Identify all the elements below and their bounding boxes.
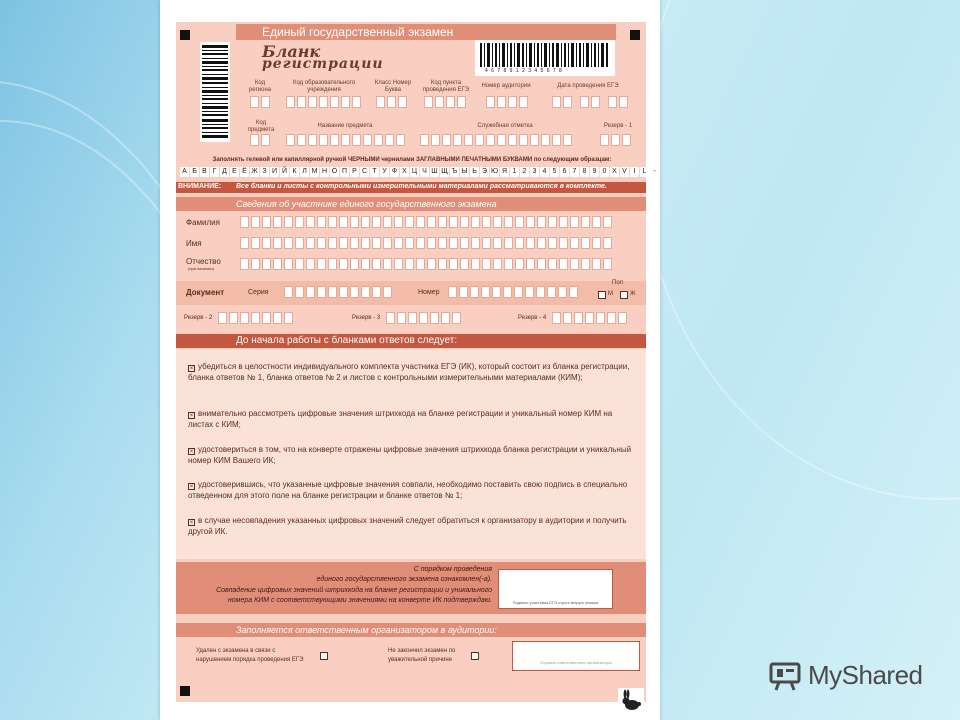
notfinished-line-2: уважительной причине: [388, 657, 453, 663]
input-cell[interactable]: [438, 258, 447, 270]
field-label-school: Код образовательного учреждения: [292, 80, 356, 93]
input-cell[interactable]: [240, 258, 249, 270]
bullet-checkbox-icon: ×: [189, 413, 194, 419]
input-cell[interactable]: [526, 216, 535, 228]
participant-header: [176, 197, 646, 211]
input-cell[interactable]: [569, 286, 578, 298]
input-cell[interactable]: [284, 216, 293, 228]
sample-char: И: [271, 168, 278, 175]
bullet-text: внимательно рассмотреть цифровые значения штрихкода на бланке регистрации и уникальный номер КИМ на листах с КИМ;: [188, 409, 613, 429]
sample-char: П: [341, 168, 348, 175]
input-cell[interactable]: [328, 258, 337, 270]
input-cell[interactable]: [471, 258, 480, 270]
sample-char: 5: [550, 167, 559, 177]
input-cell[interactable]: [438, 216, 447, 228]
field-label-subject-name: Название предмета: [317, 123, 373, 129]
cells-surname[interactable]: [240, 216, 612, 228]
field-label-region: Код региона: [248, 80, 272, 93]
cells-subject-code[interactable]: [250, 134, 270, 146]
input-cell[interactable]: [306, 286, 315, 298]
sample-char: -: [650, 167, 659, 177]
field-label-subject-code: Код предмета: [247, 120, 275, 133]
removed-line-2: нарушением порядка проведения ЕГЭ: [196, 657, 304, 663]
patronymic-label: Отчество: [186, 257, 221, 266]
field-label-class: Класс Номер Буква: [374, 80, 412, 93]
cells-service-mark[interactable]: [420, 134, 572, 146]
participant-header-text: Сведения об участнике единого государственного экзамена: [236, 199, 497, 209]
input-cell[interactable]: [339, 216, 348, 228]
sample-characters: [180, 167, 659, 177]
input-cell[interactable]: [592, 216, 601, 228]
input-cell[interactable]: [339, 237, 348, 249]
organizer-header-text: Заполняется ответственным организатором в аудитории:: [236, 625, 497, 635]
input-cell[interactable]: [350, 237, 359, 249]
projector-icon: [768, 658, 802, 692]
organizer-header: [176, 623, 646, 637]
bullet-5: [188, 515, 636, 537]
attention-label: ВНИМАНИЕ:: [178, 183, 222, 190]
input-cell[interactable]: [449, 216, 458, 228]
input-cell[interactable]: [581, 216, 590, 228]
input-cell[interactable]: [493, 237, 502, 249]
input-cell[interactable]: [526, 258, 535, 270]
input-cell[interactable]: [394, 237, 403, 249]
sample-char: L: [640, 167, 649, 177]
surname-label: Фамилия: [186, 218, 220, 227]
input-cell[interactable]: [284, 286, 293, 298]
input-cell[interactable]: [372, 237, 381, 249]
series-label: Серия: [248, 289, 269, 296]
input-cell[interactable]: [482, 237, 491, 249]
input-cell[interactable]: [460, 258, 469, 270]
sample-char: М: [311, 168, 318, 175]
field-label-service-mark: Служебная отметка: [477, 123, 533, 129]
form-header-title: Единый государственный экзамен: [262, 25, 454, 39]
sample-char: К: [290, 167, 299, 177]
input-cell[interactable]: [570, 216, 579, 228]
sample-char: Ф: [391, 168, 398, 175]
field-label-point: Код пункта проведения ЕГЭ: [422, 80, 470, 93]
corner-marker: [180, 686, 190, 696]
input-cell[interactable]: [262, 237, 271, 249]
input-cell[interactable]: [427, 237, 436, 249]
input-cell[interactable]: [416, 237, 425, 249]
input-cell[interactable]: [295, 216, 304, 228]
cells-reserve2[interactable]: [218, 312, 293, 324]
reserve2-label: Резерв - 2: [184, 315, 213, 321]
sample-char: 3: [530, 167, 539, 177]
input-cell[interactable]: [350, 216, 359, 228]
bullet-2: [188, 408, 636, 430]
input-cell[interactable]: [251, 237, 260, 249]
input-cell[interactable]: [372, 286, 381, 298]
sample-char: В: [200, 167, 209, 177]
removed-line-1: Удален с экзамена в связи с: [196, 648, 276, 654]
bullet-1: [188, 361, 636, 383]
sex-label-m: М: [608, 291, 613, 297]
input-cell[interactable]: [361, 286, 370, 298]
cells-region[interactable]: [250, 96, 270, 108]
input-cell[interactable]: [339, 258, 348, 270]
cells-class[interactable]: [376, 96, 407, 108]
input-cell[interactable]: [317, 237, 326, 249]
input-cell[interactable]: [372, 258, 381, 270]
notfinished-line-1: Не закончил экзамен по: [388, 648, 456, 654]
input-cell[interactable]: [350, 258, 359, 270]
input-cell[interactable]: [460, 216, 469, 228]
organizer-signature-box[interactable]: [512, 641, 640, 671]
input-cell[interactable]: [471, 237, 480, 249]
input-cell[interactable]: [592, 258, 601, 270]
notfinished-checkbox[interactable]: [471, 652, 479, 660]
input-cell[interactable]: [427, 258, 436, 270]
sample-char: I: [630, 167, 639, 177]
input-cell[interactable]: [273, 258, 282, 270]
input-cell[interactable]: [405, 237, 414, 249]
input-cell[interactable]: [240, 237, 249, 249]
sex-label: Пол: [612, 280, 624, 286]
input-cell[interactable]: [273, 216, 282, 228]
input-cell[interactable]: [317, 286, 326, 298]
sample-char: Ъ: [451, 168, 458, 175]
sample-char: 6: [560, 167, 569, 177]
input-cell[interactable]: [493, 258, 502, 270]
signature-note: Подпись участника ЕГЭ строго внутри окошка: [512, 600, 599, 605]
sample-char: Ц: [411, 168, 418, 175]
input-cell[interactable]: [515, 216, 524, 228]
input-cell[interactable]: [570, 258, 579, 270]
attention-text: Все бланки и листы с контрольными измерительными материалами рассматриваются в комплекте.: [236, 183, 607, 190]
sample-char: 9: [590, 167, 599, 177]
input-cell[interactable]: [284, 237, 293, 249]
sex-checkbox-f[interactable]: [620, 291, 628, 299]
input-cell[interactable]: [603, 216, 612, 228]
cells-number[interactable]: [448, 286, 578, 298]
sample-char: V: [620, 167, 629, 177]
input-cell[interactable]: [548, 216, 557, 228]
sample-char: Г: [210, 167, 219, 177]
bullet-text: удостоверившись, что указанные цифровые значения совпали, необходимо поставить свою подпись в специально отведенном для этого поле на бланке регистрации и бланке ответов № 1;: [188, 480, 628, 500]
input-cell[interactable]: [240, 216, 249, 228]
sample-char: Р: [350, 167, 359, 177]
input-cell[interactable]: [328, 216, 337, 228]
sample-char: Ы: [461, 168, 468, 175]
field-label-reserve1: Резерв - 1: [603, 123, 633, 129]
cells-reserve4[interactable]: [552, 312, 627, 324]
input-cell[interactable]: [559, 258, 568, 270]
input-cell[interactable]: [416, 258, 425, 270]
input-cell[interactable]: [525, 286, 534, 298]
sample-char: Ь: [470, 167, 479, 177]
sample-char: Ж: [251, 168, 258, 175]
sample-char: Е: [230, 167, 239, 177]
cells-name[interactable]: [240, 237, 612, 249]
input-cell[interactable]: [603, 237, 612, 249]
input-cell[interactable]: [306, 216, 315, 228]
input-cell[interactable]: [504, 216, 513, 228]
sample-char: 1: [510, 167, 519, 177]
input-cell[interactable]: [317, 216, 326, 228]
input-cell[interactable]: [581, 237, 590, 249]
input-cell[interactable]: [251, 216, 260, 228]
input-cell[interactable]: [438, 237, 447, 249]
input-cell[interactable]: [548, 237, 557, 249]
bullet-checkbox-icon: ×: [189, 484, 194, 490]
bullet-checkbox-icon: ×: [189, 449, 194, 455]
input-cell[interactable]: [427, 216, 436, 228]
field-label-date: Дата проведения ЕГЭ: [557, 83, 619, 89]
agreement-line-2: единого государственного экзамена ознакомлен(-а).: [316, 576, 492, 583]
sample-char: З: [260, 167, 269, 177]
input-cell[interactable]: [306, 237, 315, 249]
input-cell[interactable]: [328, 286, 337, 298]
input-cell[interactable]: [481, 286, 490, 298]
sample-char: Б: [190, 167, 199, 177]
input-cell[interactable]: [537, 258, 546, 270]
cells-date[interactable]: [552, 96, 628, 108]
input-cell[interactable]: [339, 286, 348, 298]
cells-point[interactable]: [424, 96, 466, 108]
sample-char: С: [361, 168, 368, 175]
sample-char: У: [380, 167, 389, 177]
input-cell[interactable]: [459, 286, 468, 298]
sample-char: Щ: [441, 168, 448, 175]
cells-school[interactable]: [286, 96, 361, 108]
input-cell[interactable]: [361, 216, 370, 228]
input-cell[interactable]: [471, 216, 480, 228]
input-cell[interactable]: [514, 286, 523, 298]
input-cell[interactable]: [317, 258, 326, 270]
input-cell[interactable]: [295, 258, 304, 270]
input-cell[interactable]: [372, 216, 381, 228]
input-cell[interactable]: [504, 237, 513, 249]
input-cell[interactable]: [273, 237, 282, 249]
input-cell[interactable]: [262, 216, 271, 228]
input-cell[interactable]: [449, 258, 458, 270]
input-cell[interactable]: [558, 286, 567, 298]
sample-char: Л: [300, 167, 309, 177]
removed-checkbox[interactable]: [320, 652, 328, 660]
sample-char: 8: [580, 167, 589, 177]
input-cell[interactable]: [416, 216, 425, 228]
patronymic-note: (при наличии): [188, 266, 214, 271]
input-cell[interactable]: [482, 216, 491, 228]
input-cell[interactable]: [515, 258, 524, 270]
before-header-text: До начала работы с бланками ответов следует:: [236, 335, 458, 346]
sample-char: Т: [370, 167, 379, 177]
sample-char: Ё: [240, 167, 249, 177]
blank-title-1: Бланк: [262, 42, 321, 61]
instruction-text: Заполнять гелевой или капиллярной ручкой ЧЕРНЫМИ чернилами ЗАГЛАВНЫМИ ПЕЧАТНЫМИ БУКВАМИ по следующим образцам:: [212, 157, 612, 163]
input-cell[interactable]: [295, 286, 304, 298]
bullet-checkbox-icon: ×: [189, 520, 194, 526]
input-cell[interactable]: [537, 216, 546, 228]
reserve4-label: Резерв - 4: [518, 315, 547, 321]
before-header: [176, 334, 646, 348]
input-cell[interactable]: [503, 286, 512, 298]
cells-subject-name[interactable]: [286, 134, 405, 146]
input-cell[interactable]: [284, 258, 293, 270]
agreement-line-1: С порядком проведения: [413, 566, 492, 573]
input-cell[interactable]: [361, 237, 370, 249]
input-cell[interactable]: [383, 237, 392, 249]
input-cell[interactable]: [394, 216, 403, 228]
sex-label-f: Ж: [630, 291, 636, 297]
blank-title-2: регистрации: [262, 56, 384, 72]
cells-series[interactable]: [284, 286, 392, 298]
document-label: Документ: [186, 288, 225, 297]
input-cell[interactable]: [547, 286, 556, 298]
input-cell[interactable]: [262, 258, 271, 270]
corner-marker: [180, 30, 190, 40]
input-cell[interactable]: [306, 258, 315, 270]
input-cell[interactable]: [559, 216, 568, 228]
myshared-logo-text: MyShared: [808, 659, 923, 690]
input-cell[interactable]: [559, 237, 568, 249]
input-cell[interactable]: [361, 258, 370, 270]
input-cell[interactable]: [383, 286, 392, 298]
sample-char: А: [180, 167, 189, 177]
input-cell[interactable]: [460, 237, 469, 249]
field-label-room: Номер аудитории: [481, 83, 531, 89]
barcode-digits: 4 6 7 8 9 1 2 3 4 5 6 7 8: [485, 68, 563, 74]
input-cell[interactable]: [504, 258, 513, 270]
input-cell[interactable]: [570, 237, 579, 249]
input-cell[interactable]: [448, 286, 457, 298]
cells-patronymic[interactable]: [240, 258, 612, 270]
input-cell[interactable]: [449, 237, 458, 249]
sex-checkbox-m[interactable]: [598, 291, 606, 299]
input-cell[interactable]: [350, 286, 359, 298]
sample-char: Х: [400, 167, 409, 177]
sample-char: Ч: [420, 167, 429, 177]
agreement-line-4: номера КИМ с соответствующими значениями на конверте ИК подтверждаю.: [227, 597, 492, 604]
input-cell[interactable]: [470, 286, 479, 298]
background-wave: [640, 0, 960, 500]
sample-char: Н: [321, 168, 328, 175]
sample-char: Д: [220, 167, 229, 177]
input-cell[interactable]: [383, 216, 392, 228]
sample-char: Ю: [490, 168, 499, 175]
sample-char: 7: [570, 167, 579, 177]
sample-char: Й: [281, 168, 288, 175]
organizer-signature-note: Подпись ответственного организатора: [540, 660, 612, 665]
bullet-4: [188, 479, 636, 501]
number-label: Номер: [418, 289, 440, 296]
input-cell[interactable]: [405, 258, 414, 270]
myshared-logo: [768, 658, 923, 692]
input-cell[interactable]: [537, 237, 546, 249]
bullet-3: [188, 444, 636, 466]
cells-reserve3[interactable]: [386, 312, 461, 324]
bullet-checkbox-icon: ×: [189, 366, 194, 372]
agreement-line-3: Совпадение цифровых значений штрихкода на бланке регистрации и уникального: [216, 587, 492, 594]
sample-char: Э: [481, 168, 488, 175]
bullet-text: в случае несовпадения указанных цифровых значений следует обратиться к организатору в аудитории и получить другой ИК.: [188, 516, 627, 536]
cells-room[interactable]: [486, 96, 528, 108]
name-label: Имя: [186, 239, 202, 248]
input-cell[interactable]: [526, 237, 535, 249]
input-cell[interactable]: [295, 237, 304, 249]
corner-marker: [630, 30, 640, 40]
input-cell[interactable]: [493, 216, 502, 228]
input-cell[interactable]: [405, 216, 414, 228]
sample-char: 4: [540, 167, 549, 177]
cells-reserve1[interactable]: [600, 134, 631, 146]
input-cell[interactable]: [482, 258, 491, 270]
input-cell[interactable]: [581, 258, 590, 270]
input-cell[interactable]: [592, 237, 601, 249]
input-cell[interactable]: [251, 258, 260, 270]
sample-char: О: [331, 168, 338, 175]
sample-char: Ш: [431, 168, 438, 175]
input-cell[interactable]: [603, 258, 612, 270]
bullet-text: убедиться в целостности индивидуального комплекта участника ЕГЭ (ИК), который состоит из бланка регистрации, бланка ответов № 1, бланка ответов № 2 и листов с контрольными измерительными материалами (КИМ);: [188, 362, 630, 382]
input-cell[interactable]: [515, 237, 524, 249]
rabbit-icon: [618, 688, 644, 714]
input-cell[interactable]: [328, 237, 337, 249]
input-cell[interactable]: [536, 286, 545, 298]
input-cell[interactable]: [383, 258, 392, 270]
sample-char: X: [610, 167, 619, 177]
input-cell[interactable]: [394, 258, 403, 270]
sample-char: Я: [501, 168, 508, 175]
reserve3-label: Резерв - 3: [352, 315, 381, 321]
input-cell[interactable]: [492, 286, 501, 298]
sample-char: 0: [600, 167, 609, 177]
sample-char: 2: [520, 167, 529, 177]
input-cell[interactable]: [548, 258, 557, 270]
bullet-text: удостовериться в том, что на конверте отражены цифровые значения штрихкода бланка регистрации и уникальный номер КИМ Вашего ИК;: [188, 445, 632, 465]
vertical-barcode: [200, 42, 230, 142]
